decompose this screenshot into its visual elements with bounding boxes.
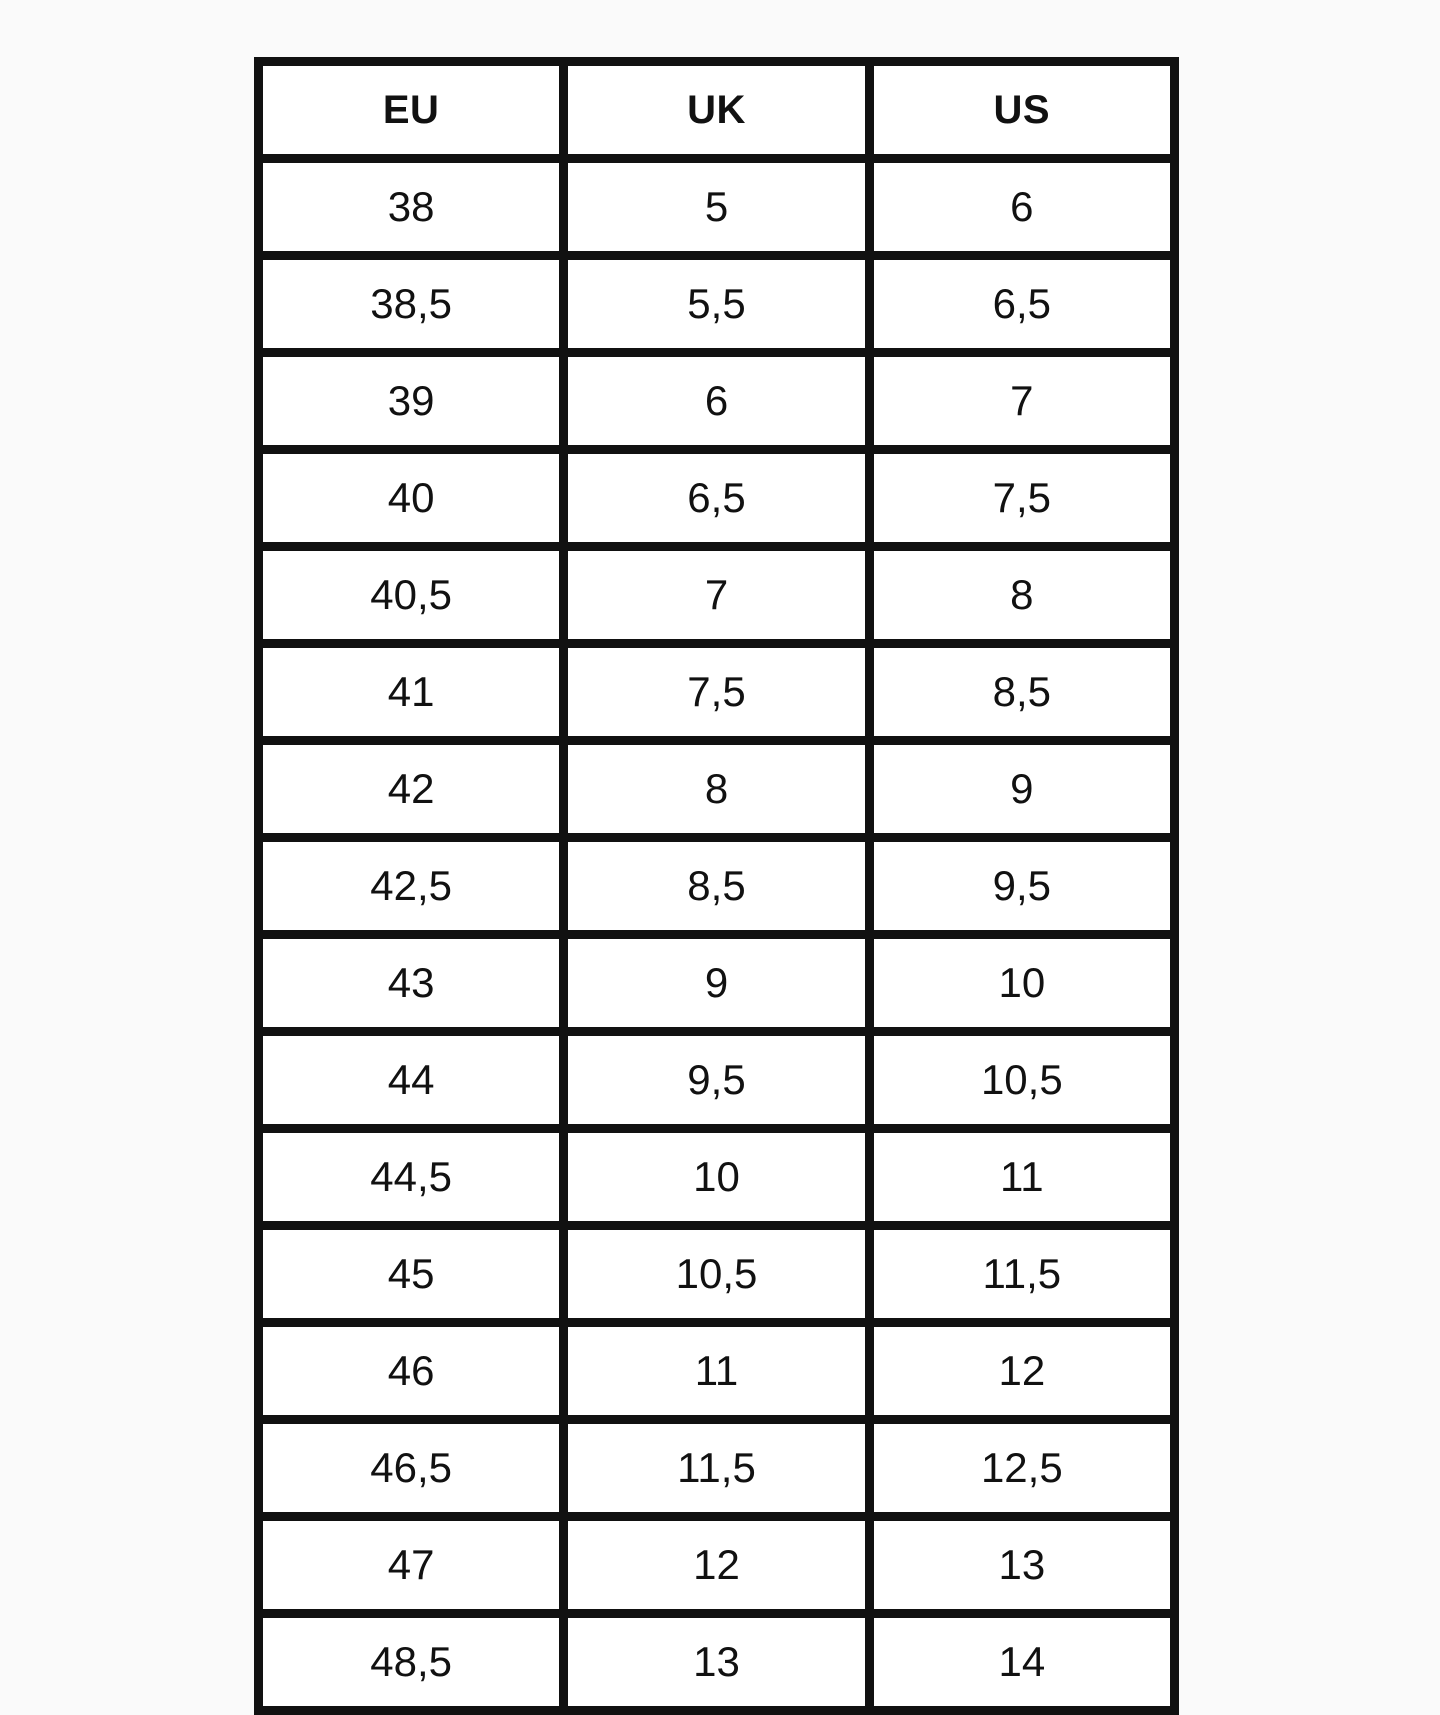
cell-uk: 6,5 [564, 450, 869, 547]
cell-eu: 48,5 [259, 1614, 564, 1711]
cell-uk: 10,5 [564, 1226, 869, 1323]
cell-uk: 7,5 [564, 644, 869, 741]
cell-us: 9 [869, 741, 1174, 838]
table-row [259, 935, 1175, 1032]
table-row [259, 838, 1175, 935]
table-row [259, 644, 1175, 741]
cell-eu: 43 [259, 935, 564, 1032]
header-row [259, 62, 1175, 159]
cell-eu: 46,5 [259, 1420, 564, 1517]
cell-us: 12 [869, 1323, 1174, 1420]
cell-us: 13 [869, 1517, 1174, 1614]
cell-us: 10 [869, 935, 1174, 1032]
table-row [259, 159, 1175, 256]
cell-us: 11 [869, 1129, 1174, 1226]
cell-us: 12,5 [869, 1420, 1174, 1517]
header-eu: EU [259, 62, 564, 159]
cell-uk: 9 [564, 935, 869, 1032]
cell-eu: 40,5 [259, 547, 564, 644]
cell-us: 14 [869, 1614, 1174, 1711]
cell-uk: 5 [564, 159, 869, 256]
cell-uk: 11,5 [564, 1420, 869, 1517]
table-row [259, 1129, 1175, 1226]
cell-uk: 8,5 [564, 838, 869, 935]
cell-uk: 8 [564, 741, 869, 838]
cell-uk: 12 [564, 1517, 869, 1614]
cell-eu: 47 [259, 1517, 564, 1614]
cell-us: 9,5 [869, 838, 1174, 935]
cell-uk: 5,5 [564, 256, 869, 353]
cell-eu: 44 [259, 1032, 564, 1129]
cell-eu: 41 [259, 644, 564, 741]
cell-us: 7,5 [869, 450, 1174, 547]
table-body [259, 159, 1175, 1711]
header-uk: UK [564, 62, 869, 159]
cell-us: 8 [869, 547, 1174, 644]
cell-eu: 42 [259, 741, 564, 838]
size-conversion-table [254, 57, 1179, 1715]
cell-us: 10,5 [869, 1032, 1174, 1129]
table-row [259, 1420, 1175, 1517]
table-row [259, 547, 1175, 644]
cell-eu: 40 [259, 450, 564, 547]
cell-uk: 9,5 [564, 1032, 869, 1129]
table-row [259, 1517, 1175, 1614]
cell-uk: 7 [564, 547, 869, 644]
cell-us: 8,5 [869, 644, 1174, 741]
cell-uk: 11 [564, 1323, 869, 1420]
table-header [259, 62, 1175, 159]
cell-us: 11,5 [869, 1226, 1174, 1323]
cell-eu: 39 [259, 353, 564, 450]
table-row [259, 741, 1175, 838]
cell-eu: 38 [259, 159, 564, 256]
table-row [259, 1614, 1175, 1711]
cell-uk: 10 [564, 1129, 869, 1226]
cell-eu: 45 [259, 1226, 564, 1323]
cell-eu: 42,5 [259, 838, 564, 935]
cell-eu: 38,5 [259, 256, 564, 353]
table-row [259, 1226, 1175, 1323]
cell-us: 6,5 [869, 256, 1174, 353]
table-row [259, 450, 1175, 547]
table-row [259, 256, 1175, 353]
cell-us: 6 [869, 159, 1174, 256]
table-row [259, 353, 1175, 450]
table-row [259, 1323, 1175, 1420]
cell-uk: 13 [564, 1614, 869, 1711]
header-us: US [869, 62, 1174, 159]
table-row [259, 1032, 1175, 1129]
cell-uk: 6 [564, 353, 869, 450]
cell-eu: 46 [259, 1323, 564, 1420]
cell-eu: 44,5 [259, 1129, 564, 1226]
cell-us: 7 [869, 353, 1174, 450]
